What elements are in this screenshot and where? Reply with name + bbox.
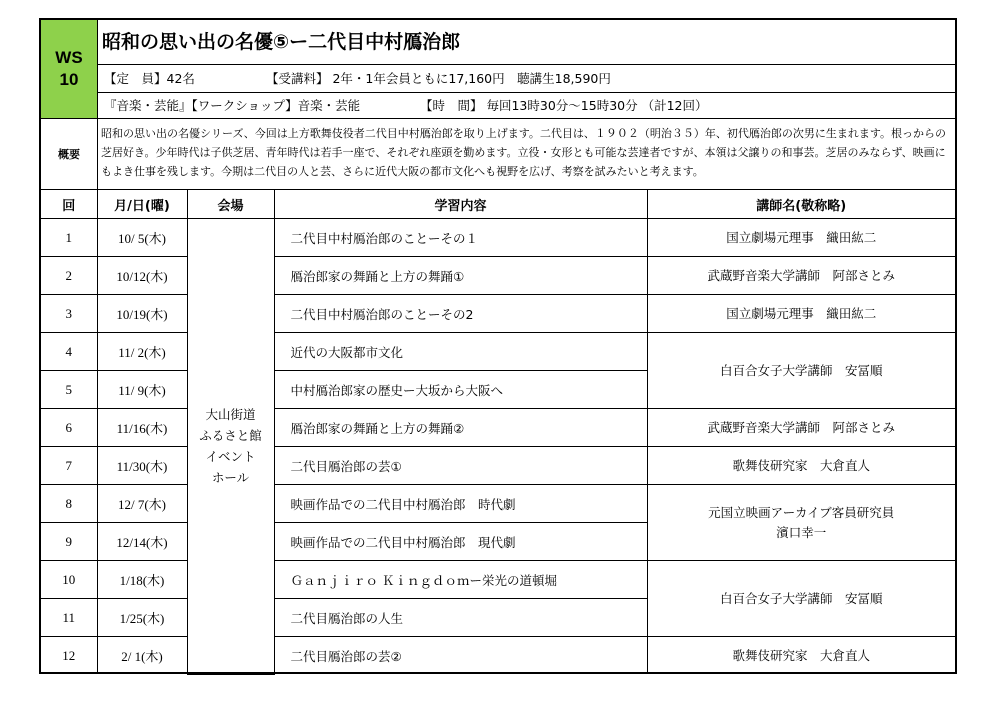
session-content: 二代目鴈治郎の芸② <box>274 637 647 675</box>
category: 『音楽・芸能』【ワークショップ】音楽・芸能 <box>104 98 361 113</box>
session-date: 12/ 7(木) <box>97 485 187 523</box>
session-date: 2/ 1(木) <box>97 637 187 675</box>
session-content: 二代目中村鴈治郎のことーその2 <box>274 295 647 333</box>
header-date: 月/日(曜) <box>97 190 187 219</box>
info-row-category-time <box>98 93 955 119</box>
session-content: Ｇａｎｊｉｒｏ Ｋｉｎｇｄｏｍー栄光の道頓堀 <box>274 561 647 599</box>
session-content: 二代目中村鴈治郎のことーその１ <box>274 219 647 257</box>
session-date: 1/25(木) <box>97 599 187 637</box>
lecturer <box>647 485 955 561</box>
venue-cell <box>187 219 274 675</box>
lecturer: 国立劇場元理事 織田紘二 <box>647 219 955 257</box>
lecturer: 歌舞伎研究家 大倉直人 <box>647 447 955 485</box>
session-number: 12 <box>41 637 97 675</box>
lecturer: 武蔵野音楽大学講師 阿部さとみ <box>647 257 955 295</box>
table-row <box>41 485 955 523</box>
session-content: 鴈治郎家の舞踊と上方の舞踊① <box>274 257 647 295</box>
session-content: 映画作品での二代目中村鴈治郎 時代劇 <box>274 485 647 523</box>
lecturer: 白百合女子大学講師 安冨順 <box>647 333 955 409</box>
header-session: 回 <box>41 190 97 219</box>
session-number: 7 <box>41 447 97 485</box>
fee: 【受講料】 2年・1年会員ともに17,160円 聴講生18,590円 <box>266 71 611 86</box>
session-content: 中村鴈治郎家の歴史ー大坂から大阪へ <box>274 371 647 409</box>
session-number: 8 <box>41 485 97 523</box>
course-title: 昭和の思い出の名優⑤ー二代目中村鴈治郎 <box>98 20 955 65</box>
session-date: 12/14(木) <box>97 523 187 561</box>
session-number: 2 <box>41 257 97 295</box>
table-row <box>41 257 955 295</box>
lecturer-name: 濱口幸一 <box>776 524 827 540</box>
table-row <box>41 447 955 485</box>
summary-text: 昭和の思い出の名優シリーズ、今回は上方歌舞伎役者二代目中村鴈治郎を取り上げます。二代目は、１９０２（明治３５）年、初代鴈治郎の次男に生まれます。根っからの芝居好き。少年時代は子供芝居、青年時代は若手一座で、それぞれ座頭を勤めます。立役・女形とも可能な芸達者ですが、本領は父譲りの和事芸。芝居のみならず、映画にもよき仕事を残します。今期は二代目の人と芸、さらに近代大阪の都市文化へも視野を広げ、考察を試みたいと考えます。 <box>101 127 947 178</box>
header-lecturer: 講師名(敬称略) <box>647 190 955 219</box>
course-header <box>41 20 955 119</box>
lecturer: 国立劇場元理事 織田紘二 <box>647 295 955 333</box>
session-number: 3 <box>41 295 97 333</box>
course-sheet <box>39 18 957 674</box>
session-number: 6 <box>41 409 97 447</box>
session-number: 5 <box>41 371 97 409</box>
session-content: 二代目鴈治郎の人生 <box>274 599 647 637</box>
session-number: 9 <box>41 523 97 561</box>
table-row <box>41 409 955 447</box>
course-code-badge <box>41 20 98 118</box>
lecturer: 武蔵野音楽大学講師 阿部さとみ <box>647 409 955 447</box>
badge-prefix: WS <box>55 48 83 67</box>
schedule-table <box>41 189 955 675</box>
venue-line: ホール <box>211 470 250 486</box>
session-number: 4 <box>41 333 97 371</box>
session-date: 10/ 5(木) <box>97 219 187 257</box>
badge-number: 10 <box>59 70 79 89</box>
header-venue: 会場 <box>187 190 274 219</box>
table-row <box>41 333 955 371</box>
table-row <box>41 219 955 257</box>
session-date: 1/18(木) <box>97 561 187 599</box>
session-date: 11/ 9(木) <box>97 371 187 409</box>
session-date: 11/ 2(木) <box>97 333 187 371</box>
table-header-row <box>41 190 955 219</box>
session-content: 二代目鴈治郎の芸① <box>274 447 647 485</box>
summary-label: 概要 <box>41 119 98 189</box>
table-row <box>41 637 955 675</box>
session-content: 近代の大阪都市文化 <box>274 333 647 371</box>
venue-line: ふるさと館 <box>199 428 262 444</box>
session-date: 11/16(木) <box>97 409 187 447</box>
session-number: 1 <box>41 219 97 257</box>
table-row <box>41 295 955 333</box>
session-number: 10 <box>41 561 97 599</box>
course-summary <box>41 119 955 190</box>
venue-line: イベント <box>205 449 256 465</box>
session-date: 11/30(木) <box>97 447 187 485</box>
venue-line: 大山街道 <box>205 407 256 423</box>
info-row-capacity-fee <box>98 66 955 93</box>
session-content: 鴈治郎家の舞踊と上方の舞踊② <box>274 409 647 447</box>
session-date: 10/19(木) <box>97 295 187 333</box>
header-content: 学習内容 <box>274 190 647 219</box>
lecturer: 白百合女子大学講師 安冨順 <box>647 561 955 637</box>
session-content: 映画作品での二代目中村鴈治郎 現代劇 <box>274 523 647 561</box>
capacity: 【定 員】42名 <box>104 71 195 86</box>
session-date: 10/12(木) <box>97 257 187 295</box>
table-row <box>41 561 955 599</box>
lecturer-title: 元国立映画アーカイブ客員研究員 <box>708 504 895 520</box>
lecturer: 歌舞伎研究家 大倉直人 <box>647 637 955 675</box>
time: 【時 間】 毎回13時30分～15時30分 （計12回） <box>420 98 708 113</box>
session-number: 11 <box>41 599 97 637</box>
